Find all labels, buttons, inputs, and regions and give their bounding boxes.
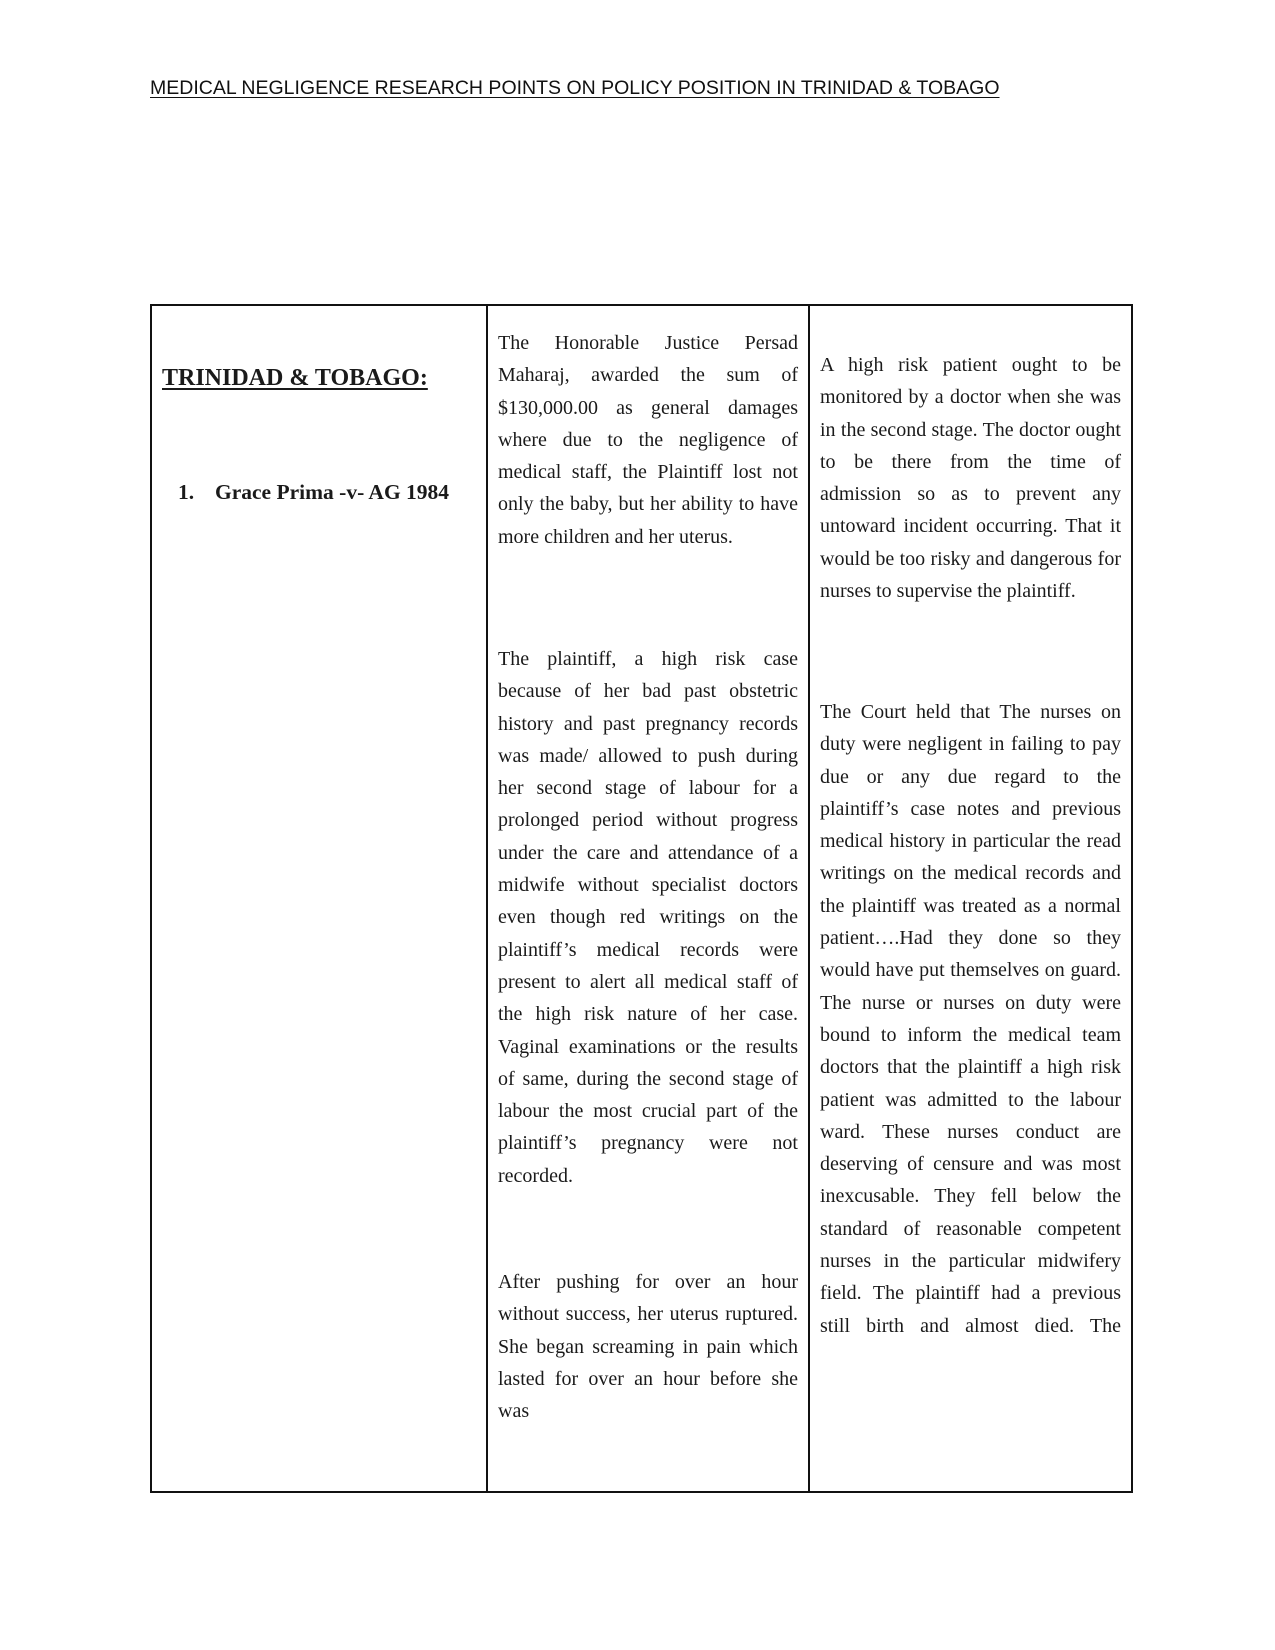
document-header: MEDICAL NEGLIGENCE RESEARCH POINTS ON POLICY POSITION IN TRINIDAD & TOBAGO (150, 77, 1000, 99)
case-list-item (178, 480, 449, 505)
table-row (151, 305, 1132, 1492)
holding-cell (809, 305, 1132, 1492)
jurisdiction-heading: TRINIDAD & TOBAGO: (162, 365, 428, 391)
case-table (150, 304, 1133, 1493)
case-name: Grace Prima -v- AG 1984 (215, 480, 450, 504)
holding-paragraph-monitoring: A high risk patient ought to be monitored by a doctor when she was in the second stage. The doctor ought to be there from the time of admission so as to prevent any untoward incident occurring. That it would be too risky and dangerous for nurses to supervise the plaintiff. (820, 354, 1121, 603)
jurisdiction-cell (151, 305, 487, 1492)
facts-paragraph-award: The Honorable Justice Persad Maharaj, awarded the sum of $130,000.00 as general damages where due to the negligence of medical staff, the Plaintiff lost not only the baby, but her ability to have more children and her uterus. (498, 332, 798, 548)
holding-paragraph-court: The Court held that The nurses on duty were negligent in failing to pay due or any due regard to the plaintiff’s case notes and previous medical history in particular the read writings on the medical records and the plaintiff was treated as a normal patient….Had they done so they would have put themselves on guard. The nurse or nurses on duty were bound to inform the medical team doctors that the plaintiff a high risk patient was admitted to the labour ward. These nurses conduct are deserving of censure and was most inexcusable. They fell below the standard of reasonable competent nurses in the particular midwifery field. The plaintiff had a previous still birth and almost died. The (820, 701, 1121, 1337)
facts-cell (487, 305, 809, 1492)
case-number: 1. (178, 480, 195, 504)
facts-paragraph-high-risk: The plaintiff, a high risk case because of her bad past obstetric history and past pregnancy records was made/ allowed to push during her second stage of labour for a prolonged period without progress under the care and attendance of a midwife without specialist doctors even though red writings on the plaintiff’s medical records were present to alert all medical staff of the high risk nature of her case. Vaginal examinations or the results of same, during the second stage of labour the most crucial part of the plaintiff’s pregnancy were not recorded. (498, 648, 798, 1187)
facts-paragraph-rupture: After pushing for over an hour without success, her uterus ruptured. She began screaming in pain which lasted for over an hour before she was (498, 1271, 798, 1423)
